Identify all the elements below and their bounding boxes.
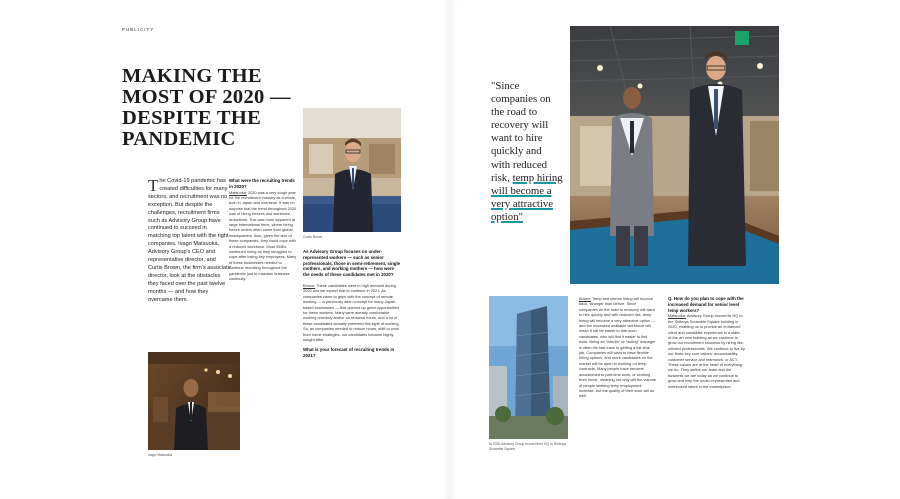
speaker-brown-2: Brown: — [579, 296, 592, 301]
column-qa-1 — [229, 178, 297, 287]
speaker-matsuoka-2: Matsuoka: — [668, 313, 686, 319]
question-recruiting-trends-2020: What were the recruiting trends in 2020? — [229, 178, 295, 189]
intro-text: he Covid-19 pandemic has created difficulties for many sectors, and recruitment was no exception. But despite the challenges, recruitment firms such as Advisory Group have continued to succeed in matching top talent with the right companies. Ivago Matsuoka, Advisory Group's CEO and representative director, and Curtis Brown, the firm's associate director, look at the obstacles they faced over the past twelve months — and how they overcame them. — [148, 178, 231, 303]
caption-ivago: Ivago Matsuoka — [148, 453, 172, 457]
question-under-represented: As Advisory Group focuses on under-represented workers — such as senior professionals, those in semi-retirement, single mothers, and working mothers — how were the needs of these candidates met in 2020? — [303, 249, 401, 278]
column-qa-4 — [668, 296, 745, 394]
headline: MAKING THE MOST OF 2020 — DESPITE THE PANDEMIC — [122, 65, 291, 150]
question-senior-temp-demand: Q. How do you plan to cope with the increased demand for senior level temp workers? — [668, 296, 744, 313]
pull-quote-text: "Since companies on the road to recovery will want to hire quickly and with reduced risk, — [491, 80, 551, 184]
speaker-matsuoka: Matsuoka: — [229, 189, 247, 195]
answer-senior-temp-demand: Advisory Group moved its HQ to the Shibuya Scramble Square building in 2020, enabling us to provide an enhanced client and candidate experience in a state-of-the-art new building as we continue to grow our recruitment business by hiring like-minded professionals. We continue to live by our three key core values: accountability, customer service and teamwork, or ACT. These values are at the heart of everything we do. They define our team and the business we are today as we continue to grow and help the under-represented and overlooked talent in the marketplace. — [668, 313, 745, 389]
intro-dropcap: T — [148, 176, 159, 195]
speaker-brown: Brown: — [303, 282, 316, 288]
intro-paragraph — [148, 178, 231, 305]
question-forecast-2021: What is your forecast of recruiting trends in 2021? — [303, 347, 395, 359]
pull-quote-highlight: temp hiring will become a very attractive option" — [491, 171, 563, 223]
answer-forecast-2021: Temp and interim hiring will bounce back, stronger than before. Since companies on the road to recovery will want to hire quickly and with reduced risk, temp hiring will become a very attractive option — and the increased available workforce will mean it will be easier to hire such candidates, who will find it easier to find work. Being an "interim" or "acting" manager is often the fast track to getting a full-time job. Companies will want to have flexible hiring options, and more candidates on the market will be open to working on temp contracts. Many people have become accustomed to part-time work, or working from home, meaning not only will the volume of people seeking temp employment increase, but the quality of their work will as well. — [579, 296, 656, 399]
photo-curtis-brown — [303, 108, 401, 232]
column-qa-3 — [579, 296, 656, 404]
photo-ivago-matsuoka — [148, 352, 240, 450]
photo-executives-office — [570, 26, 779, 284]
section-label: PUBLICITY — [122, 27, 155, 32]
caption-curtis: Curtis Brown — [303, 235, 323, 239]
answer-under-represented: These candidates were in high demand during 2020 and we expect that to continue in 2021. As companies came to grips with the concept of remote working — a previously alien concept for many Japan-based businesses — this opened up great opportunities for these workers. Many were already comfortable working remotely and/or on reduced hours, and a lot of these candidates actually preferred this style of working. So, as companies needed to reduce hours, shift to work from home strategies, our candidates became highly sought after. — [303, 282, 400, 343]
caption-building: In 2020 Advisory Group moved their HQ to Shibuya Scramble Square — [489, 442, 567, 451]
answer-recruiting-trends-2020: 2020 was a very tough year for the recruitment industry as a whole, both in Japan and overseas. It was no surprise that the trend throughout 2020 was of hiring freezes and workforce reductions. This was more apparent at large international firms, where hiring freeze orders often came from global headquarters. Also, given the size of these companies, they could cope with a reduced workforce. Most SMEs continued hiring as they struggled to cope after losing key employees. Many of these businesses needed to continue recruiting throughout the pandemic just to maintain business continuity. — [229, 189, 297, 282]
column-qa-2 — [303, 249, 401, 364]
photo-shibuya-building — [489, 296, 568, 439]
pull-quote — [491, 80, 563, 224]
